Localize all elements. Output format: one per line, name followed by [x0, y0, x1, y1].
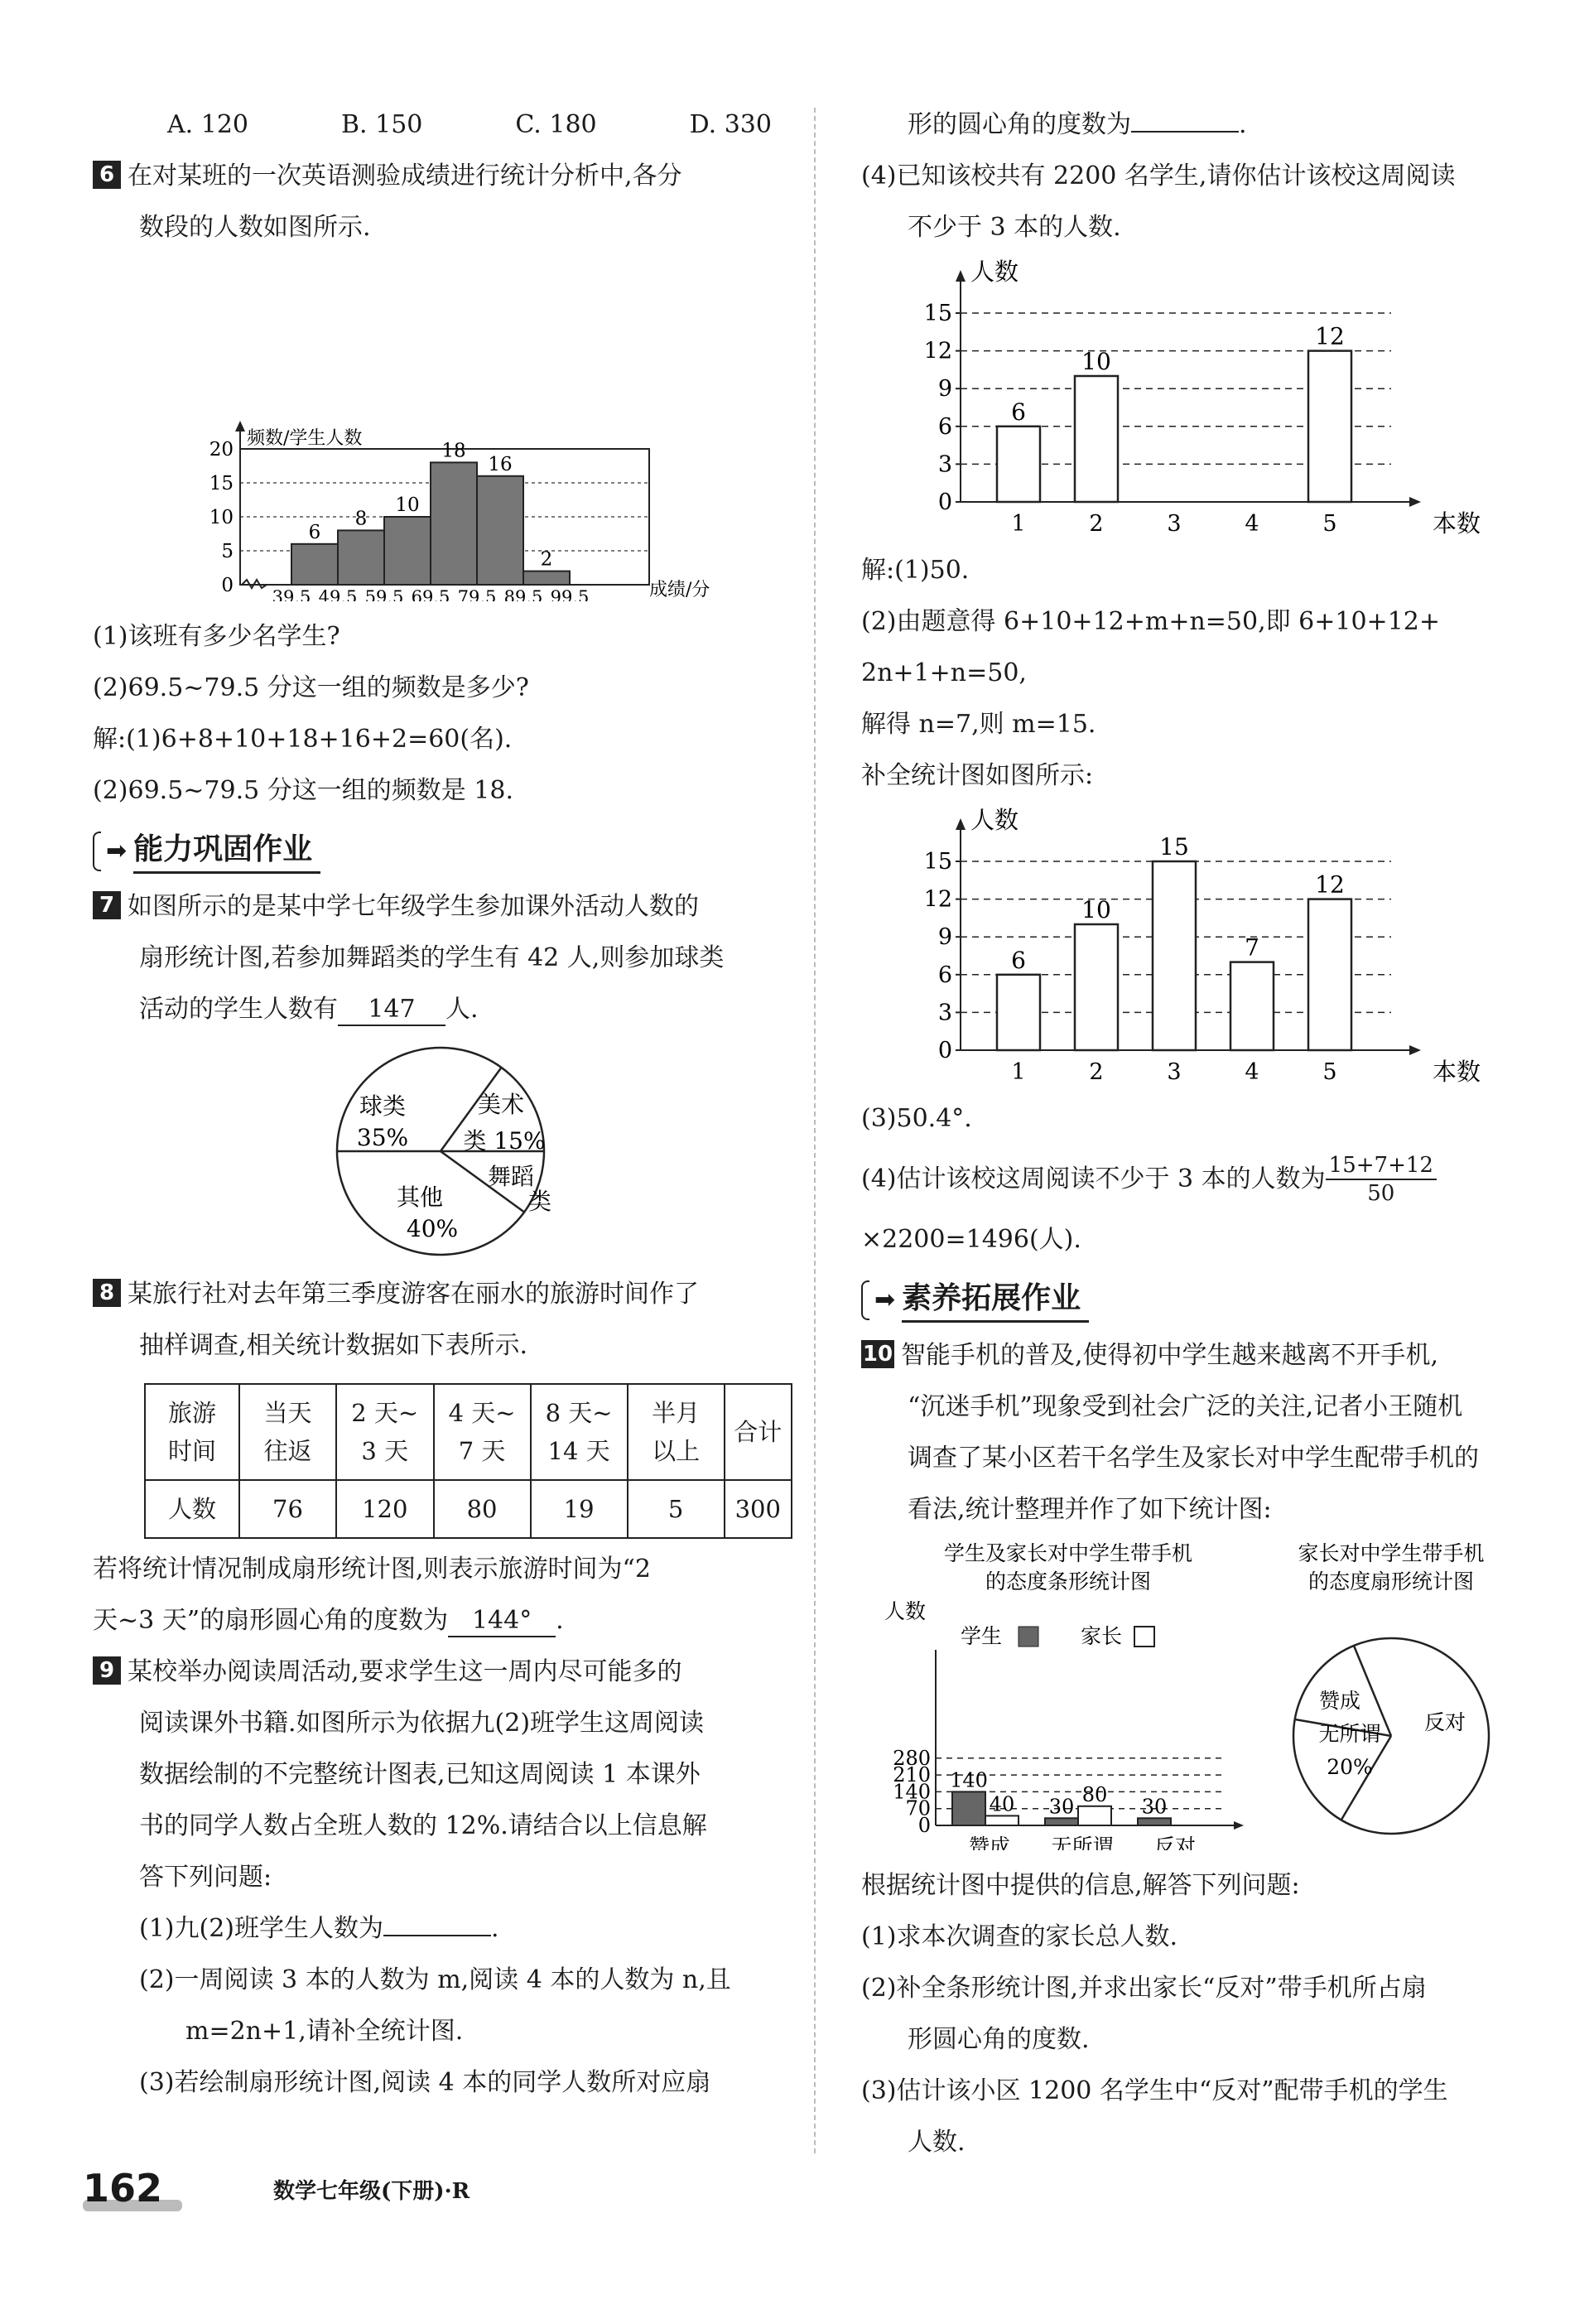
- activity-pie-chart: [93, 1035, 792, 1259]
- bar: [985, 1815, 1019, 1825]
- bar: [1153, 861, 1196, 1050]
- bar: [1075, 376, 1118, 502]
- fraction-numerator: 15+7+12: [1326, 1152, 1437, 1180]
- section-title: 能力巩固作业: [133, 829, 320, 873]
- y-axis-arrow: [956, 270, 966, 282]
- y-tick-label: 210: [893, 1763, 931, 1787]
- x-tick-label: 99.5: [550, 587, 590, 601]
- q9-stem-5: 答下列问题:: [139, 1863, 272, 1892]
- bars: [291, 440, 570, 585]
- y-tick-label: 15: [923, 301, 952, 326]
- x-tick-label: 79.5: [457, 587, 497, 601]
- pie-label: 类 15%: [463, 1127, 546, 1155]
- pie-chart-title: 的态度扇形统计图: [1307, 1569, 1475, 1594]
- option-d: D. 330: [689, 110, 772, 139]
- q9-sub-3b: 形的圆心角的度数为: [908, 110, 1131, 139]
- x-tick-label: 3: [1167, 1059, 1182, 1083]
- travel-time-table: [144, 1383, 792, 1539]
- q10-stem-4: 看法,统计整理并作了如下统计图:: [908, 1495, 1272, 1524]
- q7-unit: 人.: [445, 995, 479, 1024]
- q6-sub-2: (2)69.5~79.5 分这一组的频数是多少?: [93, 673, 529, 702]
- x-axis-arrow: [1234, 1821, 1244, 1830]
- reading-bar-chart-complete: [861, 802, 1524, 1083]
- table-cell: 120: [336, 1480, 434, 1538]
- data-label: 2: [540, 548, 553, 571]
- pie-label: 赞成: [1318, 1689, 1361, 1713]
- q9-stem-2: 阅读课外书籍.如图所示为依据九(2)班学生这周阅读: [139, 1709, 705, 1738]
- y-tick-label: 6: [937, 413, 952, 440]
- q9-sub-1: (1)九(2)班学生人数为: [139, 1914, 383, 1943]
- bar: [1308, 351, 1351, 502]
- pie-label: 舞蹈: [487, 1163, 535, 1190]
- pie-label: 40%: [406, 1215, 459, 1242]
- pie-label: 20%: [1327, 1755, 1373, 1779]
- question-number: 8: [93, 1279, 121, 1307]
- bar: [1078, 1806, 1111, 1825]
- x-tick-labels: [272, 587, 590, 601]
- x-tick-label: 4: [1245, 1059, 1259, 1083]
- arrow-icon: ➡: [106, 837, 128, 865]
- y-tick-label: 10: [209, 507, 234, 528]
- page-footer: [83, 2162, 662, 2228]
- y-tick-label: 6: [937, 962, 952, 988]
- question-number: 10: [862, 1342, 893, 1367]
- q9-stem-4: 书的同学人数占全班人数的 12%.请结合以上信息解: [139, 1811, 707, 1840]
- histogram-bar: [384, 517, 431, 585]
- y-axis-label: 人数: [970, 258, 1019, 286]
- q8-end: .: [556, 1606, 564, 1635]
- table-header-row: [145, 1384, 792, 1480]
- table-header-cell: 2 天~ 3 天: [336, 1384, 434, 1480]
- data-label: 10: [1081, 348, 1111, 375]
- q10-stem-2: “沉迷手机”现象受到社会广泛的关注,记者小王随机: [908, 1392, 1463, 1421]
- data-label: 12: [1315, 322, 1345, 350]
- option-c: C. 180: [515, 110, 597, 139]
- histogram-bar: [477, 476, 523, 585]
- pie-label: 类: [527, 1188, 552, 1215]
- fraction-denominator: 50: [1367, 1181, 1395, 1206]
- question-6: [93, 151, 792, 817]
- histogram-bar: [523, 571, 570, 585]
- table-cell: 19: [531, 1480, 628, 1538]
- option-b: B. 150: [341, 110, 423, 139]
- legend-swatch: [1019, 1627, 1038, 1647]
- q9-solution-6: (3)50.4°.: [861, 1104, 972, 1133]
- data-label: 140: [950, 1768, 988, 1792]
- q9-solution-7: (4)估计该校这周阅读不少于 3 本的人数为: [861, 1164, 1326, 1193]
- y-axis-label: 人数: [884, 1599, 927, 1623]
- x-tick-label: 39.5: [272, 587, 311, 601]
- y-tick-label: 9: [937, 924, 952, 951]
- y-tick-label: 140: [893, 1780, 931, 1804]
- right-column: 形的圆心角的度数为 . (4)已知该校共有 2200 名学生,请你估计该校这周阅读 不少于 3 本的人数. 人数 0 3 6 9 12 15 本数 1 6 2 10 3 4 5 12 解:(1)50. (2)由题意得 6+10+12+m+n=50,即 6+10+12+ 2n+1+n=50, 解得 n=7,则 m=15. 补全统计图如图所示: 人数 0 3 6 9 12 15 本数 1 6 2 10 3 15 4 7 5 12 (3)50.4°. (4)估计该校这周阅读不少于 3 本的人数为 $\frac{15+7+12}{50}$ ×2200=1496(人). ➡ 素养拓展作业 10 智能手机的普及,使得初中学生越来越离不开手机, “沉迷手机”现象受到社会广泛的关注,记者小王随机 调查了某小区若干名学生及家长对中学生配带手机的 看法,统计整理并作了如下统计图: 学生及家长对中学生带手机 的态度条形统计图 家长对中学生带手机 的态度扇形统计图 人数 学生 家长 0 70 140 210 280 赞成 140 40 无所谓 30 80 反对 30 赞成 无所谓 20% 反对 根据统计图中提供的信息,解答下列问题: (1)求本次调查的家长总人数. (2)补全条形统计图,并求出家长“反对”带手机所占扇 形圆心角的度数. (3)估计该小区 1200 名学生中“反对”配带手机的学生 人数.: [861, 99, 1524, 2168]
- q8-stem-2: 抽样调查,相关统计数据如下表所示.: [139, 1331, 528, 1360]
- q10-ask: 根据统计图中提供的信息,解答下列问题:: [861, 1871, 1300, 1900]
- section-heading-extension: [861, 1274, 1524, 1327]
- question-9: 9 某校举办阅读周活动,要求学生这一周内尽可能多的 阅读课外书籍.如图所示为依据九(2)班学生这周阅读 数据绘制的不完整统计图表,已知这周阅读 1 本课外 书的同学人数占全班人数的 12%.请结合以上信息解 答下列问题: (1)九(2)班学生人数为 . (2)一周阅读 3 本的人数为 m,阅读 4 本的人数为 n,且 m=2n+1,请补全统计图. (3)若绘制扇形统计图,阅读 4 本的同学人数所对应扇: [93, 1647, 792, 2109]
- q10-sub-3b: 人数.: [908, 2128, 966, 2157]
- y-axis-label: 人数: [970, 806, 1019, 834]
- q7-stem-2: 扇形统计图,若参加舞蹈类的学生有 42 人,则参加球类: [139, 943, 725, 972]
- y-tick-label: 70: [905, 1796, 931, 1820]
- x-tick-label: 反对: [1153, 1835, 1197, 1850]
- q9-solution-3: 2n+1+n=50,: [861, 658, 1027, 687]
- y-tick-label: 280: [893, 1746, 931, 1770]
- q7-stem-1: 如图所示的是某中学七年级学生参加课外活动人数的: [128, 892, 699, 921]
- data-label: 10: [1081, 896, 1111, 923]
- question-number: 7: [93, 891, 121, 919]
- histogram-chart: [93, 253, 792, 601]
- answer-blank: [1131, 131, 1239, 133]
- pie-label: 35%: [356, 1124, 409, 1151]
- y-axis-arrow: [235, 421, 245, 432]
- bar: [1075, 924, 1118, 1050]
- y-tick-label: 15: [209, 473, 234, 494]
- x-tick-label: 无所谓: [1051, 1835, 1114, 1850]
- q5-options: [93, 99, 772, 151]
- y-axis-label: 频数/学生人数: [247, 428, 363, 449]
- q9-solution-5: 补全统计图如图所示:: [861, 761, 1094, 790]
- q6-solution-1: 解:(1)6+8+10+18+16+2=60(名).: [93, 725, 513, 754]
- q6-stem-1: 在对某班的一次英语测验成绩进行统计分析中,各分: [128, 162, 682, 190]
- data-label: 16: [488, 453, 513, 475]
- q6-stem-2: 数段的人数如图所示.: [139, 213, 371, 242]
- data-label: 30: [1141, 1795, 1168, 1819]
- x-tick-label: 49.5: [318, 587, 358, 601]
- book-title: 数学七年级(下册)·R: [273, 2179, 470, 2204]
- table-header-cell: 合计: [725, 1384, 792, 1480]
- data-label: 6: [308, 521, 321, 543]
- legend-swatch: [1134, 1627, 1154, 1647]
- histogram-bar: [291, 544, 338, 585]
- question-8: [93, 1269, 792, 1647]
- data-label: 6: [1011, 946, 1026, 974]
- pie-label: 无所谓: [1318, 1722, 1381, 1746]
- y-tick-label: 0: [937, 1038, 952, 1063]
- y-tick-label: 0: [221, 575, 234, 596]
- data-label: 30: [1048, 1795, 1075, 1819]
- table-header-cell: 旅游 时间: [145, 1384, 239, 1480]
- x-axis-label: 本数: [1433, 1058, 1481, 1083]
- x-axis-label: 成绩/分: [649, 580, 710, 600]
- y-tick-label: 0: [937, 489, 952, 515]
- q9-stem-1: 某校举办阅读周活动,要求学生这一周内尽可能多的: [128, 1657, 682, 1686]
- x-tick-label: 89.5: [503, 587, 543, 601]
- x-tick-label: 2: [1089, 511, 1104, 535]
- data-label: 8: [354, 508, 368, 530]
- legend-label: 学生: [961, 1624, 1003, 1648]
- y-tick-label: 12: [923, 338, 952, 364]
- data-label: 10: [395, 494, 420, 516]
- x-axis-arrow: [1409, 1045, 1421, 1055]
- q10-sub-3: (3)估计该小区 1200 名学生中“反对”配带手机的学生: [861, 2076, 1448, 2105]
- y-tick-label: 3: [937, 1000, 952, 1026]
- table-header-cell: 4 天~ 7 天: [434, 1384, 531, 1480]
- q9-sub-4b: 不少于 3 本的人数.: [908, 213, 1121, 242]
- bar: [1308, 899, 1351, 1050]
- table-cell: 人数: [145, 1480, 239, 1538]
- phone-attitude-charts: [861, 1536, 1524, 1850]
- q9-solution-8: ×2200=1496(人).: [861, 1225, 1081, 1254]
- q8-after-2: 天~3 天”的扇形圆心角的度数为: [93, 1606, 449, 1635]
- q9-sub-2b: m=2n+1,请补全统计图.: [185, 2017, 464, 2046]
- data-label: 18: [441, 440, 466, 462]
- pie-label: 反对: [1423, 1710, 1466, 1734]
- x-tick-label: 2: [1089, 1059, 1104, 1083]
- histogram-bar: [338, 530, 384, 585]
- table-cell: 5: [628, 1480, 725, 1538]
- answer-blank: 147: [338, 995, 445, 1026]
- data-label: 6: [1011, 398, 1026, 426]
- x-tick-label: 3: [1167, 511, 1182, 535]
- question-number: 9: [93, 1656, 121, 1685]
- q9-solution-2: (2)由题意得 6+10+12+m+n=50,即 6+10+12+: [861, 607, 1441, 636]
- legend-label: 家长: [1081, 1624, 1123, 1648]
- bar: [1045, 1818, 1078, 1825]
- attitude-pie-chart: [1293, 1638, 1489, 1834]
- x-tick-label: 69.5: [411, 587, 450, 601]
- bar: [997, 975, 1040, 1050]
- table-cell: 300: [725, 1480, 792, 1538]
- question-number: 6: [93, 161, 121, 189]
- q10-sub-1: (1)求本次调查的家长总人数.: [861, 1922, 1178, 1951]
- bar: [1230, 962, 1274, 1050]
- bar-chart-title: 学生及家长对中学生带手机: [943, 1541, 1193, 1565]
- q9-sub-4a: (4)已知该校共有 2200 名学生,请你估计该校这周阅读: [861, 162, 1456, 190]
- y-axis-arrow: [956, 818, 966, 830]
- histogram-bar: [431, 462, 477, 585]
- question-7: [93, 881, 792, 1269]
- table-header-cell: 半月 以上: [628, 1384, 725, 1480]
- q6-solution-2: (2)69.5~79.5 分这一组的频数是 18.: [93, 776, 514, 805]
- section-bracket: [93, 832, 101, 871]
- pie-label: 球类: [359, 1092, 407, 1120]
- x-tick-label: 5: [1322, 511, 1337, 535]
- answer-blank: 144°: [448, 1606, 556, 1637]
- x-tick-label: 1: [1011, 511, 1026, 535]
- pie-chart-title: 家长对中学生带手机: [1298, 1541, 1485, 1565]
- q10-sub-2b: 形圆心角的度数.: [908, 2025, 1090, 2054]
- y-tick-label: 0: [917, 1814, 931, 1837]
- q9-sub-3: (3)若绘制扇形统计图,阅读 4 本的同学人数所对应扇: [139, 2068, 711, 2097]
- fraction: [1326, 1152, 1437, 1207]
- y-tick-label: 9: [937, 376, 952, 403]
- bar-chart-title: 的态度条形统计图: [985, 1569, 1152, 1594]
- x-axis-label: 本数: [1433, 509, 1481, 535]
- attitude-bar-chart: [884, 1599, 1244, 1850]
- y-tick-labels: [209, 439, 234, 596]
- y-tick-label: 3: [937, 451, 952, 478]
- q9-solution-1: 解:(1)50.: [861, 556, 970, 585]
- table-row: [145, 1480, 792, 1538]
- section-bracket: [861, 1280, 869, 1320]
- pie-label: 美术: [477, 1091, 525, 1118]
- bar: [1138, 1818, 1171, 1825]
- q9-sub-2a: (2)一周阅读 3 本的人数为 m,阅读 4 本的人数为 n,且: [139, 1965, 731, 1994]
- q8-stem-1: 某旅行社对去年第三季度游客在丽水的旅游时间作了: [128, 1280, 699, 1309]
- x-tick-label: 59.5: [364, 587, 404, 601]
- column-divider: [814, 108, 816, 2153]
- left-column: [93, 99, 792, 2109]
- bar: [952, 1791, 985, 1825]
- question-10: [861, 1330, 1524, 2168]
- q6-sub-1: (1)该班有多少名学生?: [93, 622, 340, 651]
- y-tick-label: 20: [209, 439, 234, 460]
- table-cell: 80: [434, 1480, 531, 1538]
- answer-blank: [383, 1935, 491, 1936]
- data-label: 40: [989, 1792, 1015, 1816]
- y-tick-label: 15: [923, 849, 952, 875]
- q9-solution-4: 解得 n=7,则 m=15.: [861, 710, 1096, 739]
- data-label: 15: [1159, 833, 1189, 861]
- x-tick-label: 5: [1322, 1059, 1337, 1083]
- reading-bar-chart-incomplete: [861, 253, 1524, 535]
- y-tick-label: 5: [221, 541, 234, 562]
- q7-stem-3: 活动的学生人数有: [139, 995, 338, 1024]
- x-tick-label: 4: [1245, 511, 1259, 535]
- section-title: 素养拓展作业: [902, 1278, 1089, 1322]
- data-label: 7: [1245, 933, 1259, 962]
- q10-stem-1: 智能手机的普及,使得初中学生越来越离不开手机,: [901, 1341, 1439, 1370]
- arrow-icon: ➡: [874, 1285, 896, 1314]
- x-tick-label: 赞成: [968, 1835, 1011, 1850]
- bar: [997, 427, 1040, 502]
- q10-stem-3: 调查了某小区若干名学生及家长对中学生配带手机的: [908, 1444, 1479, 1473]
- x-axis-arrow: [1409, 497, 1421, 507]
- q10-sub-2: (2)补全条形统计图,并求出家长“反对”带手机所占扇: [861, 1974, 1427, 2003]
- x-tick-label: 1: [1011, 1059, 1026, 1083]
- table-cell: 76: [239, 1480, 336, 1538]
- data-label: 12: [1315, 870, 1345, 899]
- y-tick-label: 12: [923, 886, 952, 913]
- pie-label: 其他: [396, 1184, 444, 1211]
- q8-after-1: 若将统计情况制成扇形统计图,则表示旅游时间为“2: [93, 1555, 651, 1584]
- table-header-cell: 8 天~ 14 天: [531, 1384, 628, 1480]
- data-label: 80: [1081, 1782, 1108, 1806]
- q9-stem-3: 数据绘制的不完整统计图表,已知这周阅读 1 本课外: [139, 1760, 701, 1789]
- option-a: A. 120: [167, 110, 248, 139]
- section-heading-ability: [93, 825, 792, 878]
- table-header-cell: 当天 往返: [239, 1384, 336, 1480]
- page-number: 162: [83, 2166, 163, 2211]
